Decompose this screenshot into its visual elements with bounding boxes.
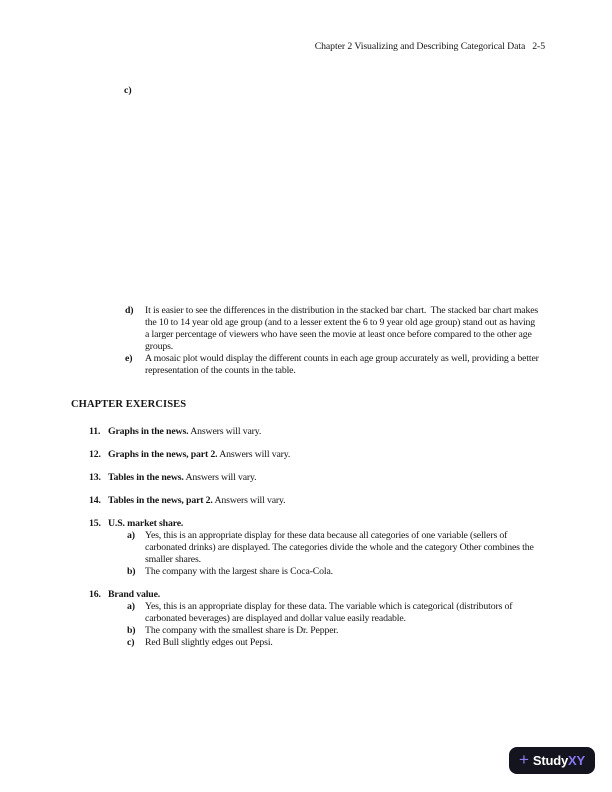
- exercise-item-12: [89, 449, 539, 461]
- exercise-number: 13.: [89, 472, 101, 483]
- exercise-title: Brand value.: [108, 589, 161, 600]
- wordmark-study: Study: [532, 753, 569, 768]
- exercise-item-16: [89, 589, 539, 649]
- answer-label: e): [125, 353, 133, 364]
- exercise-subitem-b: [108, 625, 539, 637]
- exercise-item-13: [89, 472, 539, 484]
- exercise-list: [89, 426, 539, 660]
- exercise-text: Answers will vary.: [214, 495, 286, 506]
- exercise-title: Tables in the news.: [108, 472, 184, 483]
- subitem-text: Red Bull slightly edges out Pepsi.: [145, 637, 273, 648]
- answer-label: d): [125, 305, 134, 316]
- studyxy-wordmark: [533, 753, 585, 768]
- page-header: Chapter 2 Visualizing and Describing Categorical Data 2-5: [314, 41, 545, 52]
- exercise-subitem-a: [108, 601, 539, 625]
- exercise-number: 11.: [89, 426, 101, 437]
- exercise-number: 14.: [89, 495, 101, 506]
- answer-text: It is easier to see the differences in the distribution in the stacked bar chart. The stacked bar chart makes the 10 to 14 year old age group (and to a lesser extent the 6 to 9 year old age group) stand out as having a larger percentage of viewers who have seen the movie at least once before compared to the other age groups.: [145, 305, 541, 352]
- subitem-text: The company with the smallest share is Dr. Pepper.: [145, 625, 339, 636]
- exercise-item-15: [89, 518, 539, 578]
- subitem-label: b): [127, 566, 136, 577]
- exercise-title: Tables in the news, part 2.: [108, 495, 213, 506]
- exercise-number: 15.: [89, 518, 101, 529]
- exercise-text: Answers will vary.: [185, 472, 257, 483]
- subitem-label: c): [127, 637, 135, 648]
- exercise-number: 12.: [89, 449, 101, 460]
- answer-item-d: [125, 305, 539, 353]
- wordmark-xy: XY: [568, 753, 585, 768]
- exercise-title: Graphs in the news, part 2.: [108, 449, 218, 460]
- exercise-item-14: [89, 495, 539, 507]
- exercise-item-11: [89, 426, 539, 438]
- subitem-label: a): [127, 601, 135, 612]
- studyxy-logo[interactable]: [509, 747, 595, 774]
- subitem-text: The company with the largest share is Coca-Cola.: [145, 566, 333, 577]
- exercise-text: Answers will vary.: [219, 449, 291, 460]
- plus-icon: +: [518, 750, 529, 769]
- answer-item-e: [125, 353, 542, 377]
- exercise-subitem-a: [108, 530, 539, 566]
- exercise-title: Graphs in the news.: [108, 426, 189, 437]
- subitem-text: Yes, this is an appropriate display for these data because all categories of one variable (sellers of carbonated drinks) are displayed. The categories divide the whole and the category Other combines the smaller shares.: [145, 530, 536, 565]
- section-heading: CHAPTER EXERCISES: [71, 399, 187, 410]
- subitem-label: b): [127, 625, 136, 636]
- subitem-text: Yes, this is an appropriate display for these data. The variable which is categorical (distributors of carbonated beverages) are displayed and dollar value easily readable.: [145, 601, 515, 624]
- exercise-subitem-c: [108, 637, 539, 649]
- part-c-label: c): [124, 85, 132, 96]
- exercise-title: U.S. market share.: [108, 518, 184, 529]
- exercise-number: 16.: [89, 589, 101, 600]
- answer-text: A mosaic plot would display the different counts in each age group accurately as well, providing a better representation of the counts in the table.: [145, 353, 542, 376]
- exercise-subitem-b: [108, 566, 539, 578]
- exercise-text: Answers will vary.: [190, 426, 262, 437]
- subitem-label: a): [127, 530, 135, 541]
- answer-list: [125, 305, 542, 377]
